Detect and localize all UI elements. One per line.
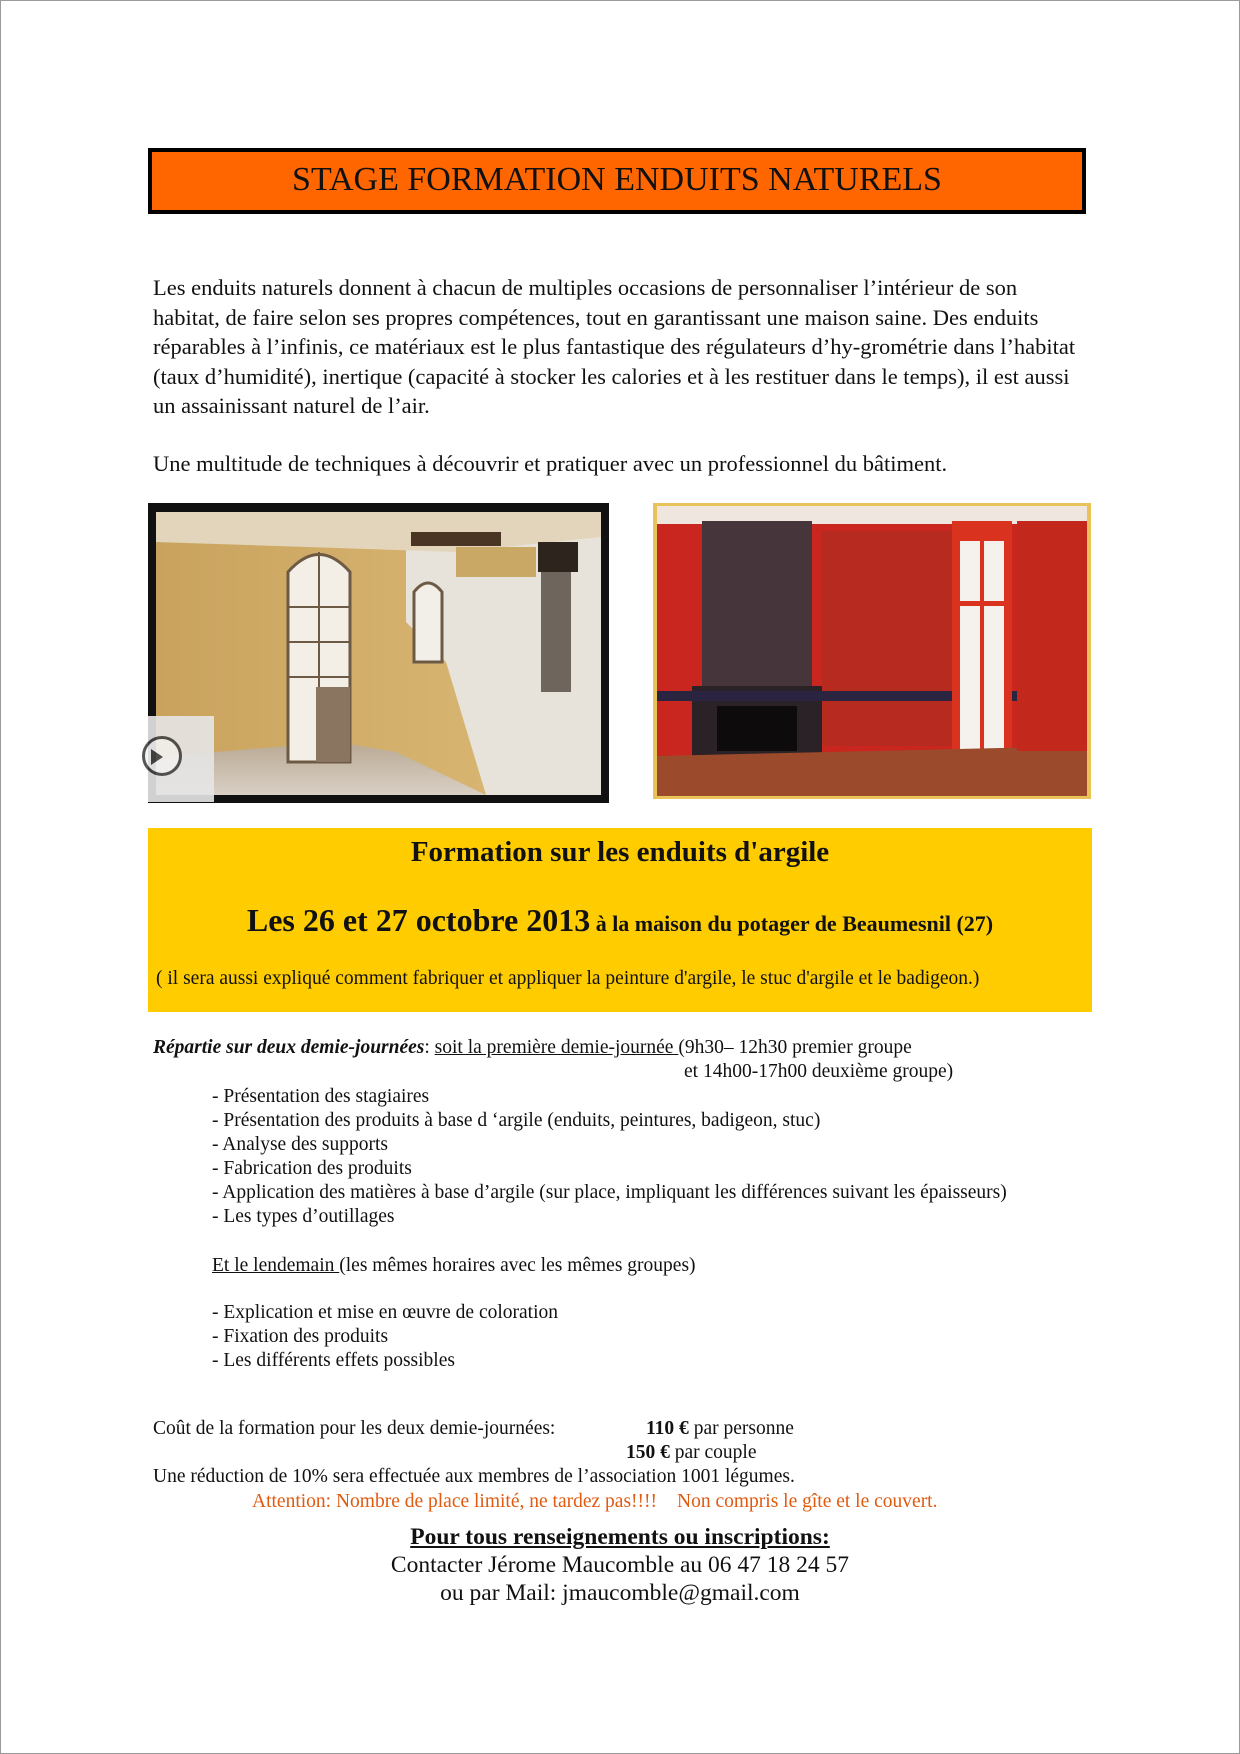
day1-list (212, 1085, 1007, 1229)
page-title: STAGE FORMATION ENDUITS NATURELS (148, 148, 1086, 214)
program-intro: Répartie sur deux demie-journées: soit la première demie-journée (9h30– 12h30 premier groupe (153, 1037, 912, 1058)
photo-red-room (653, 503, 1091, 799)
contact-mail[interactable]: ou par Mail: jmaucomble@gmail.com (440, 1580, 800, 1606)
day2-heading (212, 1255, 696, 1277)
play-icon (142, 736, 182, 776)
highlight-box (148, 828, 1092, 1012)
price-couple: 150 € par couple (626, 1442, 757, 1463)
highlight-note: ( il sera aussi expliqué comment fabriquer et appliquer la peinture d'argile, le stuc d'argile et le badigeon.) (156, 968, 980, 989)
contact-phone: Contacter Jérome Maucomble au 06 47 18 24 57 (390, 1552, 850, 1578)
list-item: - Fixation des produits (212, 1326, 389, 1347)
highlight-dates (148, 902, 1092, 939)
day1-times: (9h30– 12h30 premier groupe (678, 1037, 912, 1058)
intro-text (153, 273, 1083, 478)
day2-list (212, 1301, 558, 1373)
highlight-title: Formation sur les enduits d'argile (410, 836, 830, 868)
list-item: - Les types d’outillages (212, 1206, 395, 1227)
contact-heading: Pour tous renseignements ou inscriptions: (410, 1524, 830, 1550)
list-item: - Application des matières à base d’argile (sur place, impliquant les différences suivant les épaisseurs) (212, 1182, 1007, 1203)
discount-text: Une réduction de 10% sera effectuée aux membres de l’association 1001 légumes. (153, 1466, 795, 1487)
cost-line (153, 1418, 555, 1440)
day2-note: (les mêmes horaires avec les mêmes groupes) (339, 1255, 696, 1276)
price-person: 110 € par personne (646, 1418, 794, 1439)
list-item: - Présentation des stagiaires (212, 1086, 430, 1107)
program-intro-label: Répartie sur deux demie-journées (153, 1037, 425, 1058)
intro-paragraph-2: Une multitude de techniques à découvrir et pratiquer avec un professionnel du bâtiment. (153, 450, 948, 476)
not-included-text: Non compris le gîte et le couvert. (677, 1491, 938, 1512)
list-item: - Explication et mise en œuvre de coloration (212, 1302, 559, 1323)
play-button[interactable] (148, 716, 214, 802)
intro-paragraph-1: Les enduits naturels donnent à chacun de multiples occasions de personnaliser l’intérieur de son habitat, de faire selon ses propres compétences, tout en garantissant une maison saine. Des enduits réparables à l’infinis, ce matériaux est le plus fantastique des régulateurs d’hy-grométrie dans l’habitat (taux d’humidité), inertique (capacité à stocker les calories et à les restituer dans le temps), il est aussi un assainissant naturel de l’air. (153, 275, 1076, 418)
photo-clay-corridor (148, 503, 609, 803)
list-item: - Présentation des produits à base d ‘argile (enduits, peintures, badigeon, stuc) (212, 1110, 821, 1131)
attention-text: Attention: Nombre de place limité, ne tardez pas!!!! Non compris le gîte et le couvert. (252, 1491, 938, 1512)
day2-label: Et le lendemain (212, 1255, 340, 1276)
list-item: - Les différents effets possibles (212, 1350, 455, 1371)
day1-times-2: et 14h00-17h00 deuxième groupe) (684, 1061, 954, 1082)
venue-text: à la maison du potager de Beaumesnil (27) (590, 911, 994, 936)
day1-label: soit la première demie-journée (434, 1037, 679, 1058)
list-item: - Analyse des supports (212, 1134, 389, 1155)
cost-label: Coût de la formation pour les deux demie-journées: (153, 1418, 556, 1439)
list-item: - Fabrication des produits (212, 1158, 412, 1179)
dates-text: Les 26 et 27 octobre 2013 (246, 902, 591, 938)
